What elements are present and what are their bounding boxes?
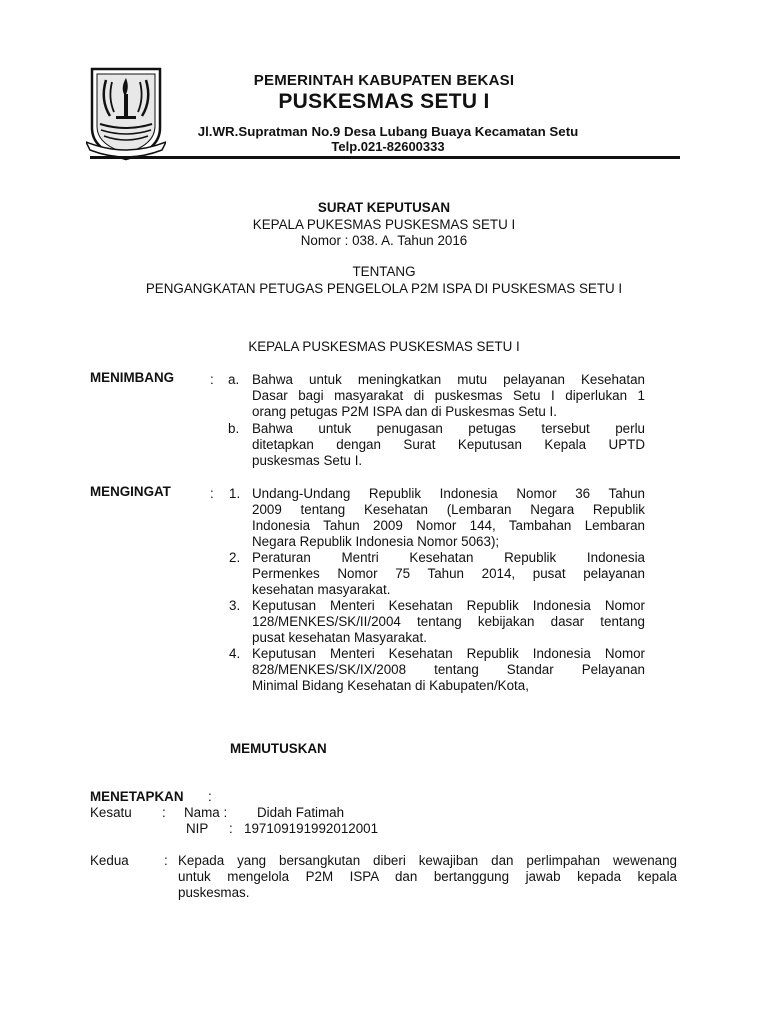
text-line: Dasar bagi masyarakat di puskesmas Setu I diperlukan 1 <box>252 388 645 403</box>
menimbang-b-marker: b. <box>228 421 240 436</box>
menetapkan-colon: : <box>208 789 212 804</box>
text-line: Keputusan Menteri Kesehatan Republik Indonesia Nomor <box>252 646 645 661</box>
menimbang-b-text <box>252 421 645 469</box>
text-line: pusat kesehatan Masyarakat. <box>252 630 427 645</box>
mengingat-1-marker: 1. <box>229 486 241 501</box>
text-line: kesehatan masyarakat. <box>252 582 391 597</box>
text-line: Undang-Undang Republik Indonesia Nomor 36 Tahun <box>252 486 645 501</box>
mengingat-4-marker: 4. <box>229 646 241 661</box>
text-line: Bahwa untuk penugasan petugas tersebut perlu <box>252 421 645 436</box>
kedua-label: Kedua <box>90 853 129 868</box>
name-value: Didah Fatimah <box>257 805 345 820</box>
text-line: ditetapkan dengan Surat Keputusan Kepala UPTD <box>252 437 645 452</box>
text-line: 128/MENKES/SK/II/2004 tentang kebijakan dasar tentang <box>252 614 645 629</box>
menimbang-a-marker: a. <box>228 372 240 387</box>
text-line: Minimal Bidang Kesehatan di Kabupaten/Kota, <box>252 678 529 693</box>
kabupaten-bekasi-seal-icon <box>86 66 166 162</box>
nip-label: NIP <box>186 821 209 836</box>
menimbang-a-text <box>252 372 645 420</box>
mengingat-4-text <box>252 646 645 694</box>
text-line: 828/MENKES/SK/IX/2008 tentang Standar Pelayanan <box>252 662 645 677</box>
government-name: PEMERINTAH KABUPATEN BEKASI <box>253 72 515 89</box>
text-line: orang petugas P2M ISPA dan di Puskesmas Setu I. <box>252 404 557 419</box>
kedua-colon: : <box>164 853 168 868</box>
document-type: SURAT KEPUTUSAN <box>317 200 451 215</box>
menetapkan-label: MENETAPKAN <box>90 789 184 804</box>
institution-phone: Telp.021-82600333 <box>331 139 445 154</box>
mengingat-2-text <box>252 550 645 598</box>
institution-address: Jl.WR.Supratman No.9 Desa Lubang Buaya Kecamatan Setu <box>197 124 579 139</box>
institution-name: PUSKESMAS SETU I <box>278 90 490 113</box>
text-line: Negara Republik Indonesia Nomor 5063); <box>252 534 500 549</box>
nip-colon: : <box>229 821 233 836</box>
kedua-text <box>178 853 677 901</box>
text-line: puskesmas Setu I. <box>252 453 363 468</box>
mengingat-1-text <box>252 486 645 550</box>
memutuskan-heading: MEMUTUSKAN <box>230 741 327 756</box>
mengingat-label: MENGINGAT <box>90 484 171 499</box>
letterhead-divider <box>90 156 680 159</box>
name-label: Nama : <box>184 805 228 820</box>
text-line: Permenkes Nomor 75 Tahun 2014, pusat pelayanan <box>252 566 645 581</box>
authority-heading: KEPALA PUSKESMAS PUSKESMAS SETU I <box>248 339 520 354</box>
mengingat-3-marker: 3. <box>229 598 241 613</box>
kesatu-colon: : <box>162 805 166 820</box>
menimbang-colon: : <box>210 372 214 387</box>
text-line: puskesmas. <box>178 885 250 900</box>
kesatu-label: Kesatu <box>90 805 132 820</box>
document-subject: PENGANGKATAN PETUGAS PENGELOLA P2M ISPA DI PUSKESMAS SETU I <box>145 281 623 296</box>
text-line: Keputusan Menteri Kesehatan Republik Indonesia Nomor <box>252 598 645 613</box>
text-line: Indonesia Tahun 2009 Nomor 144, Tambahan Lembaran <box>252 518 645 533</box>
text-line: Kepada yang bersangkutan diberi kewajiban dan perlimpahan wewenang <box>178 853 677 868</box>
text-line: 2009 tentang Kesehatan (Lembaran Negara Republik <box>252 502 645 517</box>
mengingat-2-marker: 2. <box>229 550 241 565</box>
mengingat-3-text <box>252 598 645 646</box>
menimbang-label: MENIMBANG <box>90 370 175 385</box>
about-heading: TENTANG <box>352 264 416 279</box>
text-line: untuk mengelola P2M ISPA dan bertanggung jawab kepada kepala <box>178 869 677 884</box>
text-line: Bahwa untuk meningkatkan mutu pelayanan Kesehatan <box>252 372 645 387</box>
nip-value: 197109191992012001 <box>244 821 379 836</box>
mengingat-colon: : <box>210 486 214 501</box>
document-number: Nomor : 038. A. Tahun 2016 <box>300 233 468 248</box>
document-issuer: KEPALA PUKESMAS PUSKESMAS SETU I <box>252 217 516 232</box>
text-line: Peraturan Mentri Kesehatan Republik Indonesia <box>252 550 645 565</box>
